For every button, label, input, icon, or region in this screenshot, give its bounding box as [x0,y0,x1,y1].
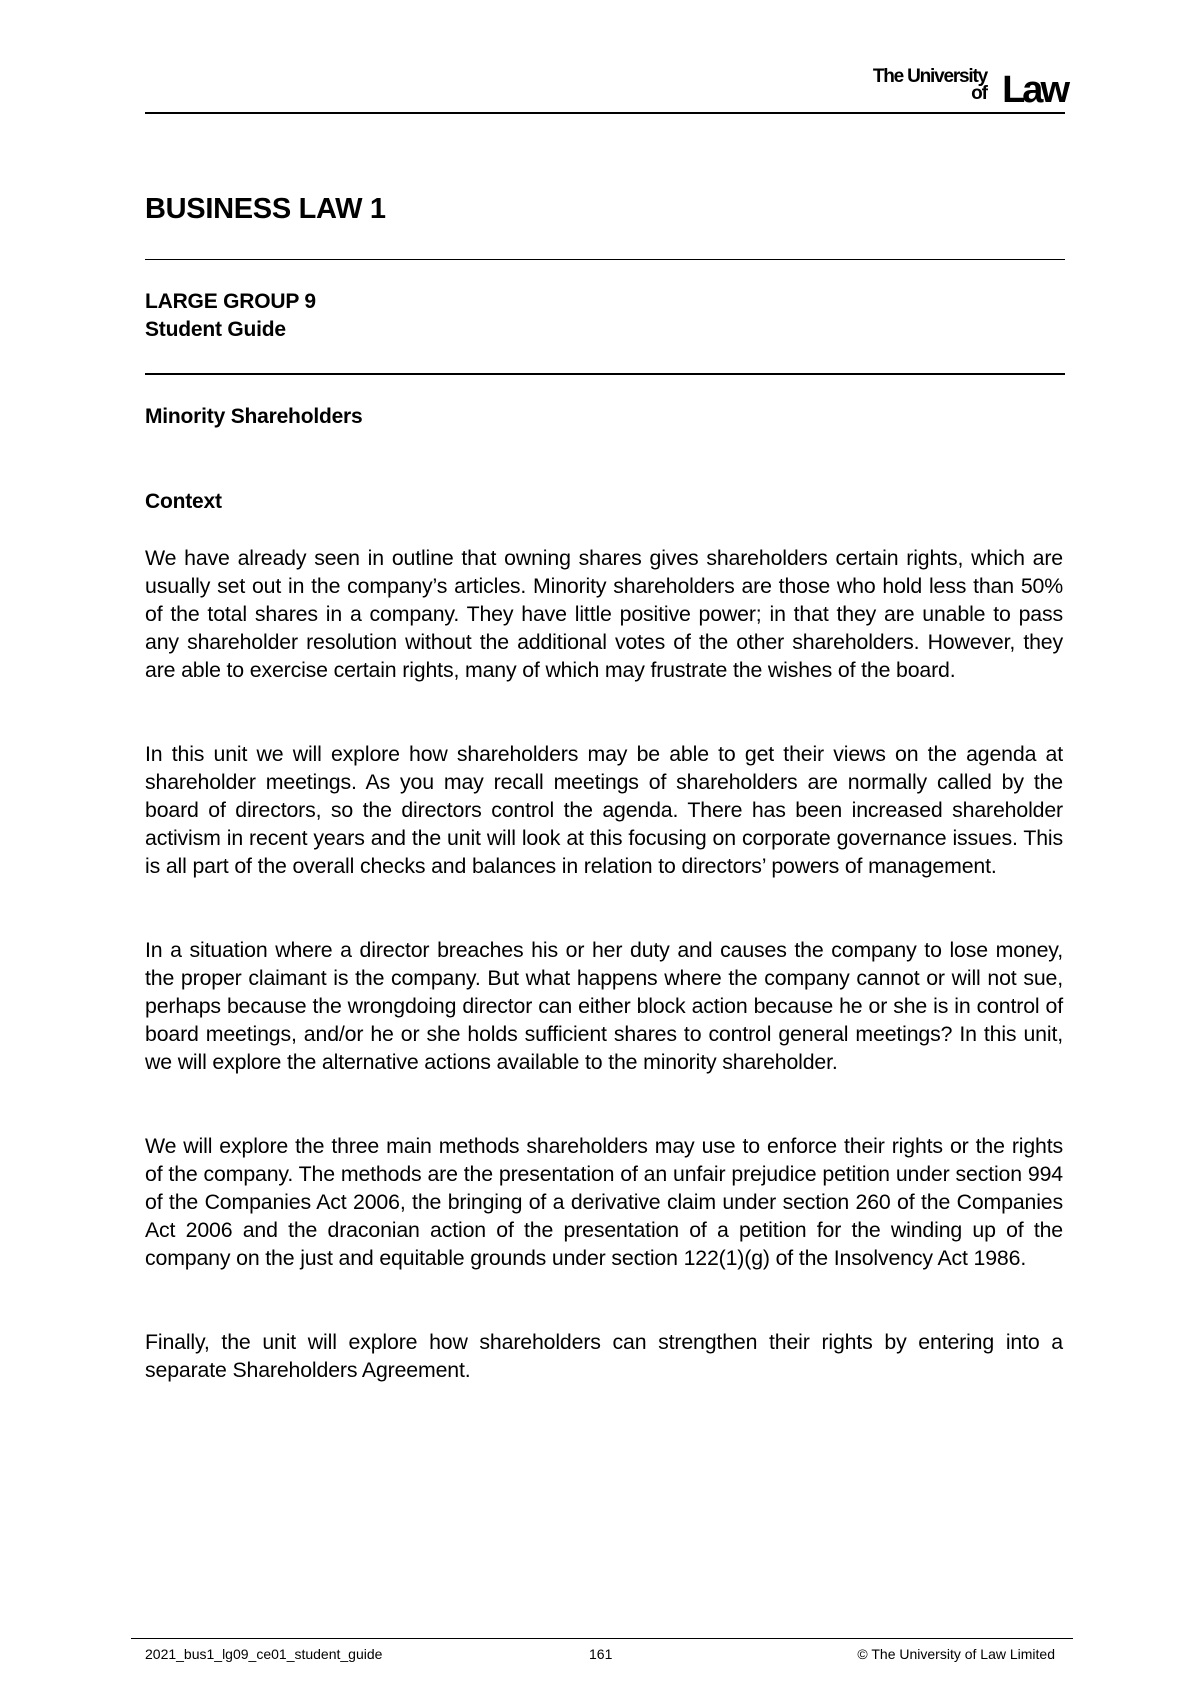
paragraph-1: We have already seen in outline that owning shares gives shareholders certain rights, which are usually set out in the company’s articles. Minority shareholders are those who hold less than 50% of the total shares in a company. They have little positive power; in that they are unable to pass any shareholder resolution without the additional votes of the other shareholders. However, they are able to exercise certain rights, many of which may frustrate the wishes of the board. [145,546,1063,682]
guide-label: Student Guide [145,318,286,341]
header-rule [145,112,1065,114]
footer-page-number: 161 [589,1646,613,1662]
group-label: LARGE GROUP 9 [145,290,316,313]
paragraph-5: Finally, the unit will explore how shareholders can strengthen their rights by entering into a separate Shareholders Agreement. [145,1330,1063,1382]
paragraph-2: In this unit we will explore how shareholders may be able to get their views on the agenda at shareholder meetings. As you may recall meetings of shareholders are normally called by the board of directors, so the directors control the agenda. There has been increased shareholder activism in recent years and the unit will look at this focusing on corporate governance issues. This is all part of the overall checks and balances in relation to directors’ powers of management. [145,742,1063,878]
logo-line-law: Law [1002,69,1067,111]
footer-doc-id: 2021_bus1_lg09_ce01_student_guide [145,1646,383,1662]
document-title: BUSINESS LAW 1 [145,193,386,225]
topic-heading: Minority Shareholders [145,405,363,428]
university-logo [857,66,1067,111]
footer-copyright: © The University of Law Limited [857,1646,1055,1662]
footer-rule [131,1638,1073,1639]
section-divider [145,373,1065,375]
logo-line-of: of [971,83,987,104]
paragraph-4: We will explore the three main methods shareholders may use to enforce their rights or the rights of the company. The methods are the presentation of an unfair prejudice petition under section 994 of the Companies Act 2006, the bringing of a derivative claim under section 260 of the Companies Act 2006 and the draconian action of the presentation of a petition for the winding up of the company on the just and equitable grounds under section 122(1)(g) of the Insolvency Act 1986. [145,1134,1063,1270]
title-divider [145,259,1065,260]
logo-line-university: The University [872,66,987,87]
paragraph-3: In a situation where a director breaches his or her duty and causes the company to lose money, the proper claimant is the company. But what happens where the company cannot or will not sue, perhaps because the wrongdoing director can either block action because he or she is in control of board meetings, and/or he or she holds sufficient shares to control general meetings? In this unit, we will explore the alternative actions available to the minority shareholder. [145,938,1063,1074]
context-heading: Context [145,490,222,513]
